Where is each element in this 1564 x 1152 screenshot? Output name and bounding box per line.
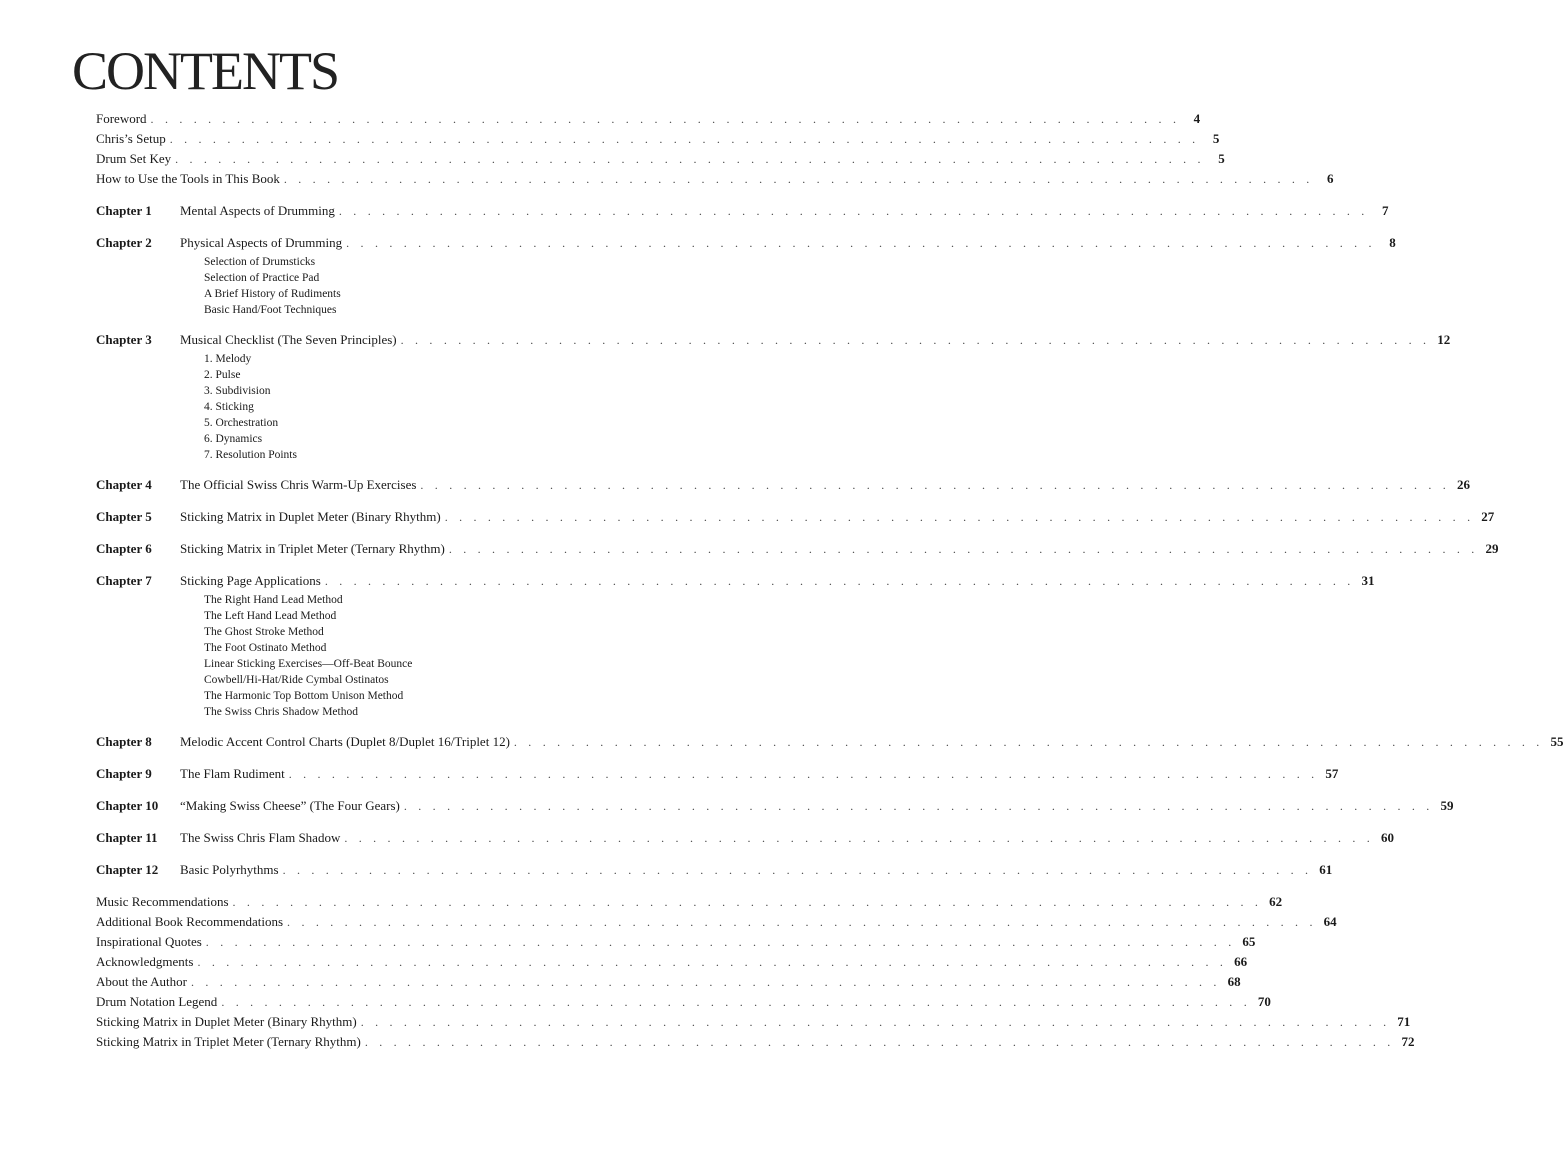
entry-title: The Swiss Chris Flam Shadow [180, 830, 341, 845]
dot-leader: . . . . . . . . . . . . . . . . . . . . . . . . . . . . . . . . . . . . . . . . . . . . . . . . . . . . . . . . . . . . . . . . . . . . . . . . [513, 735, 1544, 749]
dot-leader: . . . . . . . . . . . . . . . . . . . . . . . . . . . . . . . . . . . . . . . . . . . . . . . . . . . . . . . . . . . . . . . . . . . . . . . . [338, 204, 1369, 218]
toc-entry[interactable] [96, 507, 1495, 527]
toc-entry[interactable] [96, 1012, 1411, 1032]
entry-title: The Flam Rudiment [180, 766, 285, 781]
entry-title: Drum Notation Legend [96, 994, 218, 1009]
dot-leader: . . . . . . . . . . . . . . . . . . . . . . . . . . . . . . . . . . . . . . . . . . . . . . . . . . . . . . . . . . . . . . . . . . . . . . . . [175, 152, 1205, 166]
entry-title: Additional Book Recommendations [96, 914, 284, 929]
page-number: 7 [1382, 203, 1389, 218]
dot-leader: . . . . . . . . . . . . . . . . . . . . . . . . . . . . . . . . . . . . . . . . . . . . . . . . . . . . . . . . . . . . . . . . . . . . . . . . [169, 132, 1200, 146]
chapter-label: Chapter 10 [96, 798, 159, 813]
subtopic-item: Basic Hand/Foot Techniques [204, 304, 337, 316]
entry-title: Chris’s Setup [96, 131, 166, 146]
chapter-label: Chapter 5 [96, 509, 152, 524]
toc-entry[interactable] [96, 860, 1333, 880]
toc-entry[interactable] [96, 571, 1375, 591]
dot-leader: . . . . . . . . . . . . . . . . . . . . . . . . . . . . . . . . . . . . . . . . . . . . . . . . . . . . . . . . . . . . . . . . . . . . . . . . [232, 895, 1263, 909]
subtopic-item: A Brief History of Rudiments [204, 288, 341, 300]
toc-entry[interactable] [96, 539, 1499, 559]
table-of-contents [96, 109, 1564, 1052]
dot-leader: . . . . . . . . . . . . . . . . . . . . . . . . . . . . . . . . . . . . . . . . . . . . . . . . . . . . . . . . . . . . . . . . . . . . . . . . [360, 1015, 1391, 1029]
entry-title: Sticking Matrix in Duplet Meter (Binary Rhythm) [180, 509, 441, 524]
subtopic-list [96, 592, 696, 720]
toc-entry[interactable] [96, 952, 1248, 972]
front-matter [96, 109, 1334, 189]
subtopic-item: 4. Sticking [204, 401, 254, 413]
toc-entry[interactable] [96, 169, 1334, 189]
toc-entry[interactable] [96, 201, 1389, 221]
page-title: CONTENTS [72, 41, 338, 101]
page-number: 62 [1269, 894, 1283, 909]
chapter-list [96, 201, 1564, 880]
subtopic-item: 7. Resolution Points [204, 449, 297, 461]
dot-leader: . . . . . . . . . . . . . . . . . . . . . . . . . . . . . . . . . . . . . . . . . . . . . . . . . . . . . . . . . . . . . . . . . . . . . . . . [287, 915, 1317, 929]
entry-title: Sticking Matrix in Triplet Meter (Ternary Rhythm) [96, 1034, 361, 1049]
toc-entry[interactable] [96, 932, 1256, 952]
toc-entry[interactable] [96, 764, 1339, 784]
page-number: 12 [1437, 332, 1451, 347]
entry-title: Foreword [96, 111, 147, 126]
dot-leader: . . . . . . . . . . . . . . . . . . . . . . . . . . . . . . . . . . . . . . . . . . . . . . . . . . . . . . . . . . . . . . . . . . . . . . . . [403, 799, 1434, 813]
toc-entry[interactable] [96, 912, 1337, 932]
page-number: 59 [1440, 798, 1454, 813]
toc-entry[interactable] [96, 796, 1454, 816]
chapter-label: Chapter 2 [96, 235, 152, 250]
dot-leader: . . . . . . . . . . . . . . . . . . . . . . . . . . . . . . . . . . . . . . . . . . . . . . . . . . . . . . . . . . . . . . . . . . . . . . . . [282, 863, 1313, 877]
entry-title: About the Author [96, 974, 187, 989]
subtopic-item: Selection of Drumsticks [204, 256, 316, 268]
toc-entry[interactable] [96, 330, 1451, 350]
page-number: 5 [1218, 151, 1225, 166]
toc-entry[interactable] [96, 475, 1471, 495]
subtopic-item: The Ghost Stroke Method [204, 626, 324, 638]
chapter-label: Chapter 8 [96, 734, 152, 749]
dot-leader: . . . . . . . . . . . . . . . . . . . . . . . . . . . . . . . . . . . . . . . . . . . . . . . . . . . . . . . . . . . . . . . . . . . . . . . . [448, 542, 1479, 556]
dot-leader: . . . . . . . . . . . . . . . . . . . . . . . . . . . . . . . . . . . . . . . . . . . . . . . . . . . . . . . . . . . . . . . . . . . . . . . . [205, 935, 1236, 949]
subtopic-item: 1. Melody [204, 353, 252, 365]
toc-entry[interactable] [96, 109, 1201, 129]
subtopic-item: The Foot Ostinato Method [204, 642, 327, 654]
page-number: 57 [1325, 766, 1339, 781]
subtopic-item: The Left Hand Lead Method [204, 610, 337, 622]
page-number: 31 [1361, 573, 1375, 588]
entry-title: Musical Checklist (The Seven Principles) [180, 332, 397, 347]
toc-entry[interactable] [96, 233, 1396, 253]
dot-leader: . . . . . . . . . . . . . . . . . . . . . . . . . . . . . . . . . . . . . . . . . . . . . . . . . . . . . . . . . . . . . . . . . . . . . . . . [444, 510, 1475, 524]
page-number: 26 [1457, 477, 1471, 492]
chapter-label: Chapter 4 [96, 477, 152, 492]
toc-entry[interactable] [96, 828, 1394, 848]
toc-entry[interactable] [96, 892, 1283, 912]
subtopic-item: Selection of Practice Pad [204, 272, 320, 284]
toc-entry[interactable] [96, 1032, 1415, 1052]
page-number: 55 [1550, 734, 1564, 749]
entry-title: Melodic Accent Control Charts (Duplet 8/Duplet 16/Triplet 12) [180, 734, 510, 749]
entry-title: Basic Polyrhythms [180, 862, 279, 877]
toc-entry[interactable] [96, 732, 1564, 752]
toc-entry[interactable] [96, 972, 1241, 992]
subtopic-list [96, 351, 696, 463]
page-number: 68 [1227, 974, 1241, 989]
chapter-label: Chapter 9 [96, 766, 152, 781]
chapter-label: Chapter 7 [96, 573, 152, 588]
chapter-label: Chapter 1 [96, 203, 152, 218]
subtopic-list [96, 254, 696, 318]
entry-title: Sticking Matrix in Duplet Meter (Binary Rhythm) [96, 1014, 357, 1029]
chapter-label: Chapter 12 [96, 862, 159, 877]
toc-entry[interactable] [96, 149, 1225, 169]
dot-leader: . . . . . . . . . . . . . . . . . . . . . . . . . . . . . . . . . . . . . . . . . . . . . . . . . . . . . . . . . . . . . . . . . . . . . . . . [283, 172, 1314, 186]
page-number: 64 [1323, 914, 1337, 929]
chapter-label: Chapter 3 [96, 332, 152, 347]
page-number: 4 [1193, 111, 1201, 126]
page-number: 8 [1389, 235, 1396, 250]
subtopic-item: Cowbell/Hi-Hat/Ride Cymbal Ostinatos [204, 674, 389, 686]
toc-entry[interactable] [96, 129, 1220, 149]
entry-title: “Making Swiss Cheese” (The Four Gears) [180, 798, 400, 813]
entry-title: The Official Swiss Chris Warm-Up Exercises [180, 477, 417, 492]
subtopic-item: 2. Pulse [204, 369, 241, 381]
page-number: 66 [1234, 954, 1248, 969]
dot-leader: . . . . . . . . . . . . . . . . . . . . . . . . . . . . . . . . . . . . . . . . . . . . . . . . . . . . . . . . . . . . . . . . . . . . . . . . [400, 333, 1431, 347]
entry-title: Physical Aspects of Drumming [180, 235, 343, 250]
dot-leader: . . . . . . . . . . . . . . . . . . . . . . . . . . . . . . . . . . . . . . . . . . . . . . . . . . . . . . . . . . . . . . . . . . . . . . . . [288, 767, 1319, 781]
page-number: 27 [1481, 509, 1495, 524]
entry-title: Sticking Page Applications [180, 573, 321, 588]
back-matter [96, 892, 1415, 1052]
subtopic-item: The Harmonic Top Bottom Unison Method [204, 690, 404, 702]
page-number: 60 [1380, 830, 1394, 845]
dot-leader: . . . . . . . . . . . . . . . . . . . . . . . . . . . . . . . . . . . . . . . . . . . . . . . . . . . . . . . . . . . . . . . . . . . . . . . . [191, 975, 1221, 989]
page-number: 72 [1401, 1034, 1415, 1049]
page-number: 6 [1326, 171, 1334, 186]
entry-title: Acknowledgments [96, 954, 194, 969]
entry-title: Sticking Matrix in Triplet Meter (Ternary Rhythm) [180, 541, 445, 556]
subtopic-item: The Swiss Chris Shadow Method [204, 706, 358, 718]
entry-title: Music Recommendations [96, 894, 229, 909]
entry-title: Inspirational Quotes [96, 934, 202, 949]
page-number: 5 [1212, 131, 1220, 146]
chapter-label: Chapter 11 [96, 830, 158, 845]
page-number: 71 [1397, 1014, 1411, 1029]
entry-title: How to Use the Tools in This Book [96, 171, 280, 186]
entry-title: Mental Aspects of Drumming [180, 203, 335, 218]
toc-entry[interactable] [96, 992, 1271, 1012]
dot-leader: . . . . . . . . . . . . . . . . . . . . . . . . . . . . . . . . . . . . . . . . . . . . . . . . . . . . . . . . . . . . . . . . . . . . . . . . [346, 236, 1376, 250]
subtopic-item: Linear Sticking Exercises—Off-Beat Bounce [204, 658, 413, 670]
page-number: 70 [1257, 994, 1271, 1009]
dot-leader: . . . . . . . . . . . . . . . . . . . . . . . . . . . . . . . . . . . . . . . . . . . . . . . . . . . . . . . . . . . . . . . . . . . . . . . . [221, 995, 1251, 1009]
page-number: 29 [1485, 541, 1499, 556]
dot-leader: . . . . . . . . . . . . . . . . . . . . . . . . . . . . . . . . . . . . . . . . . . . . . . . . . . . . . . . . . . . . . . . . . . . . . . . . [150, 112, 1181, 126]
page-number: 65 [1242, 934, 1256, 949]
subtopic-item: 6. Dynamics [204, 433, 263, 445]
subtopic-item: 5. Orchestration [204, 417, 279, 429]
dot-leader: . . . . . . . . . . . . . . . . . . . . . . . . . . . . . . . . . . . . . . . . . . . . . . . . . . . . . . . . . . . . . . . . . . . . . . . . [420, 478, 1451, 492]
chapter-label: Chapter 6 [96, 541, 152, 556]
subtopic-item: The Right Hand Lead Method [204, 594, 343, 606]
dot-leader: . . . . . . . . . . . . . . . . . . . . . . . . . . . . . . . . . . . . . . . . . . . . . . . . . . . . . . . . . . . . . . . . . . . . . . . . [364, 1035, 1395, 1049]
dot-leader: . . . . . . . . . . . . . . . . . . . . . . . . . . . . . . . . . . . . . . . . . . . . . . . . . . . . . . . . . . . . . . . . . . . . . . . . [344, 831, 1374, 845]
dot-leader: . . . . . . . . . . . . . . . . . . . . . . . . . . . . . . . . . . . . . . . . . . . . . . . . . . . . . . . . . . . . . . . . . . . . . . . . [197, 955, 1228, 969]
page-number: 61 [1319, 862, 1333, 877]
dot-leader: . . . . . . . . . . . . . . . . . . . . . . . . . . . . . . . . . . . . . . . . . . . . . . . . . . . . . . . . . . . . . . . . . . . . . . . . [324, 574, 1355, 588]
subtopic-item: 3. Subdivision [204, 385, 271, 397]
entry-title: Drum Set Key [96, 151, 172, 166]
